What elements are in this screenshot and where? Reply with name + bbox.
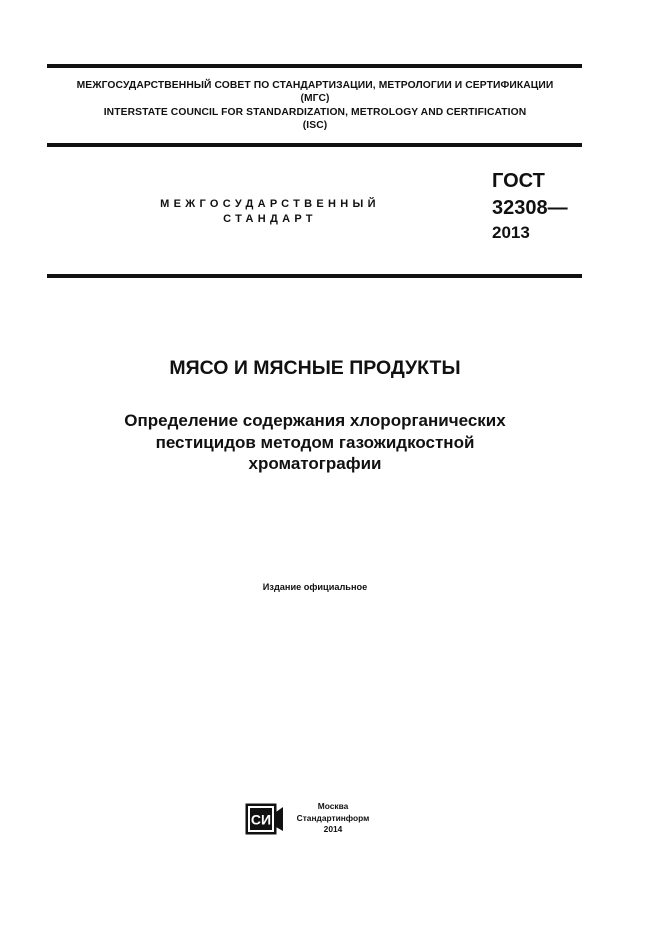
council-header [40, 79, 590, 133]
subtitle-line2: пестицидов методом газожидкостной [155, 432, 475, 452]
standard-type-label [120, 197, 420, 227]
gost-number: 32308— [492, 197, 568, 219]
edition-note: Издание официальное [262, 582, 368, 592]
standard-label-line1: МЕЖГОСУДАРСТВЕННЫЙ [160, 198, 380, 210]
publisher-imprint [288, 801, 378, 836]
council-name-en: INTERSTATE COUNCIL FOR STANDARDIZATION, METROLOGY AND CERTIFICATION [103, 106, 527, 118]
header-rule [47, 143, 582, 147]
standard-label-line2: СТАНДАРТ [223, 213, 317, 225]
top-rule [47, 64, 582, 68]
standartinform-logo-icon [245, 803, 285, 836]
council-abbr-en: (ISC) [302, 120, 328, 132]
subtitle-line1: Определение содержания хлорорганических [124, 411, 506, 430]
document-title: МЯСО И МЯСНЫЕ ПРОДУКТЫ [169, 357, 461, 379]
subtitle-line3: хроматографии [248, 454, 382, 473]
designation-rule [47, 274, 582, 278]
gost-year: 2013 [492, 223, 530, 242]
council-name-ru: МЕЖГОСУДАРСТВЕННЫЙ СОВЕТ ПО СТАНДАРТИЗАЦИИ, МЕТРОЛОГИИ И СЕРТИФИКАЦИИ [76, 80, 554, 91]
publisher-name: Стандартинформ [296, 812, 370, 823]
svg-text:СИ: СИ [250, 811, 272, 828]
publisher-city: Москва [317, 801, 349, 811]
gost-prefix: ГОСТ [492, 170, 545, 192]
council-abbr-ru: (МГС) [300, 93, 330, 105]
document-subtitle [40, 410, 590, 475]
publisher-year: 2014 [323, 824, 343, 835]
gost-designation [492, 168, 568, 244]
